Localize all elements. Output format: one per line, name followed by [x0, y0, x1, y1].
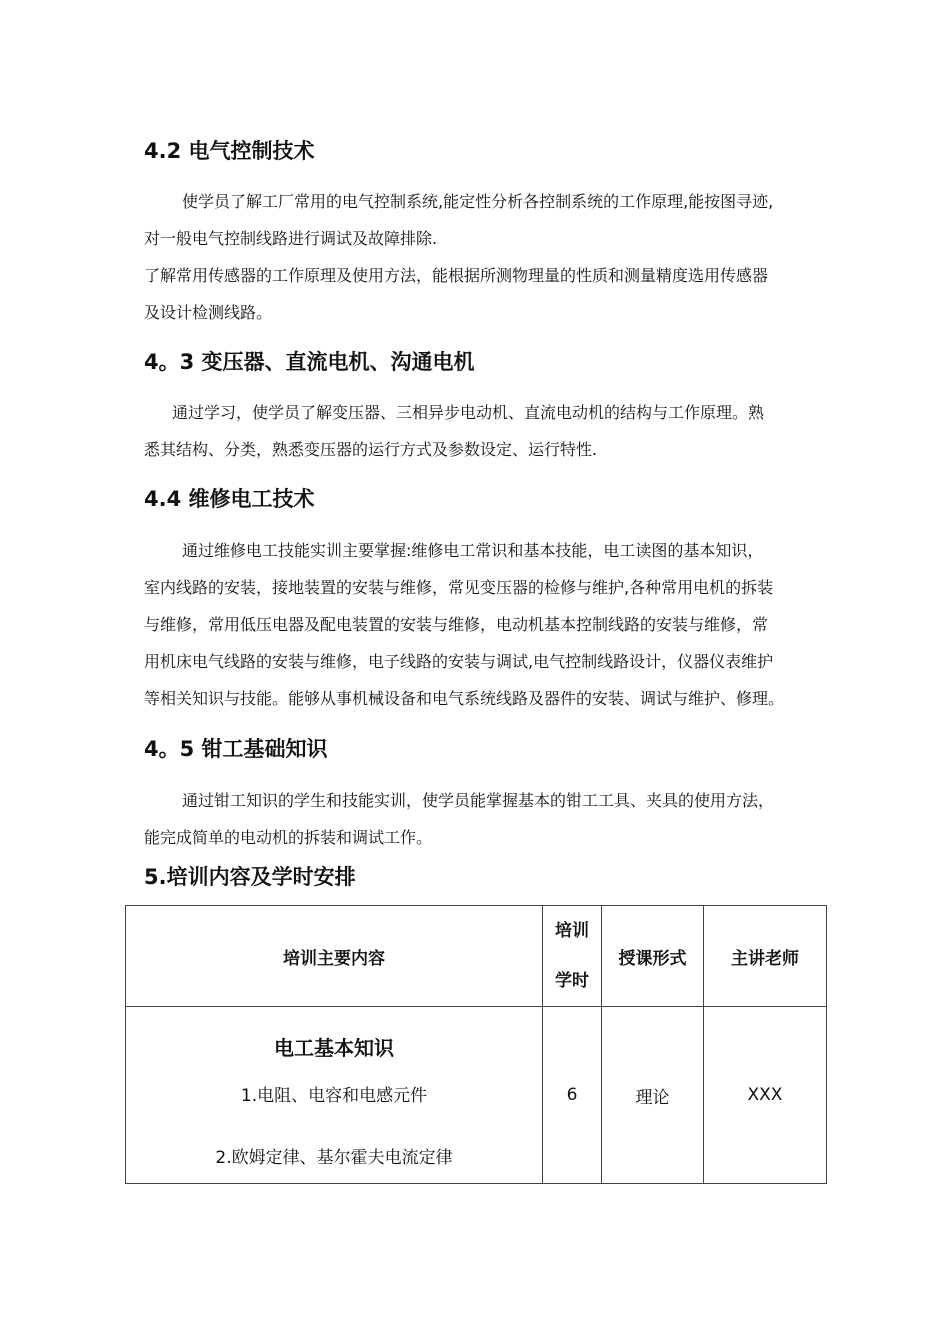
paragraph-line: 与维修，常用低压电器及配电装置的安装与维修，电动机基本控制线路的安装与维修，常	[144, 615, 769, 634]
paragraph-line: 了解常用传感器的工作原理及使用方法，能根据所测物理量的性质和测量精度选用传感器	[144, 266, 769, 285]
paragraph-line: 室内线路的安装，接地装置的安装与维修，常见变压器的检修与维护,各种常用电机的拆装	[144, 578, 774, 597]
paragraph-line: 对一般电气控制线路进行调试及故障排除.	[144, 229, 438, 248]
cell-content	[126, 1007, 543, 1184]
cell-format: 理论	[602, 1007, 704, 1184]
training-schedule-table	[125, 905, 827, 1184]
table-header-row	[126, 906, 827, 1007]
content-title: 电工基本知识	[274, 1036, 394, 1060]
header-hours-line2: 学时	[555, 971, 589, 991]
header-hours	[543, 906, 602, 1007]
paragraph-line: 使学员了解工厂常用的电气控制系统,能定性分析各控制系统的工作原理,能按图寻迹,	[182, 192, 774, 211]
header-teacher: 主讲老师	[704, 906, 827, 1007]
content-item: 1.电阻、电容和电感元件	[240, 1086, 428, 1106]
section-heading-5: 5.培训内容及学时安排	[144, 865, 356, 889]
paragraph-line: 等相关知识与技能。能够从事机械设备和电气系统线路及器件的安装、调试与维护、修理。	[144, 689, 785, 708]
paragraph-4-2-a	[144, 183, 809, 257]
paragraph-line: 通过学习，使学员了解变压器、三相异步电动机、直流电动机的结构与工作原理。熟	[172, 403, 765, 422]
cell-hours: 6	[543, 1007, 602, 1184]
table-row	[126, 1007, 827, 1184]
paragraph-line: 悉其结构、分类，熟悉变压器的运行方式及参数设定、运行特性.	[144, 440, 598, 459]
section-heading-4-5: 4。5 钳工基础知识	[144, 737, 328, 761]
header-format: 授课形式	[602, 906, 704, 1007]
paragraph-4-4	[144, 532, 809, 717]
paragraph-4-2-b	[144, 257, 809, 331]
paragraph-line: 及设计检测线路。	[144, 303, 273, 322]
paragraph-4-3	[144, 394, 809, 468]
paragraph-line: 通过钳工知识的学生和技能实训，使学员能掌握基本的钳工工具、夹具的使用方法，	[182, 791, 775, 810]
paragraph-line: 能完成简单的电动机的拆装和调试工作。	[144, 828, 433, 847]
cell-teacher: XXX	[704, 1007, 827, 1184]
paragraph-4-5	[144, 782, 809, 856]
section-heading-4-2: 4.2 电气控制技术	[144, 139, 315, 163]
header-content: 培训主要内容	[126, 906, 543, 1007]
content-item: 2.欧姆定律、基尔霍夫电流定律	[215, 1148, 453, 1168]
section-heading-4-4: 4.4 维修电工技术	[144, 487, 315, 511]
paragraph-line: 通过维修电工技能实训主要掌握:维修电工常识和基本技能，电工读图的基本知识，	[182, 541, 764, 560]
section-heading-4-3: 4。3 变压器、直流电机、沟通电机	[144, 350, 475, 374]
header-hours-line1: 培训	[555, 921, 589, 941]
paragraph-line: 用机床电气线路的安装与维修，电子线路的安装与调试,电气控制线路设计，仪器仪表维护	[144, 652, 774, 671]
